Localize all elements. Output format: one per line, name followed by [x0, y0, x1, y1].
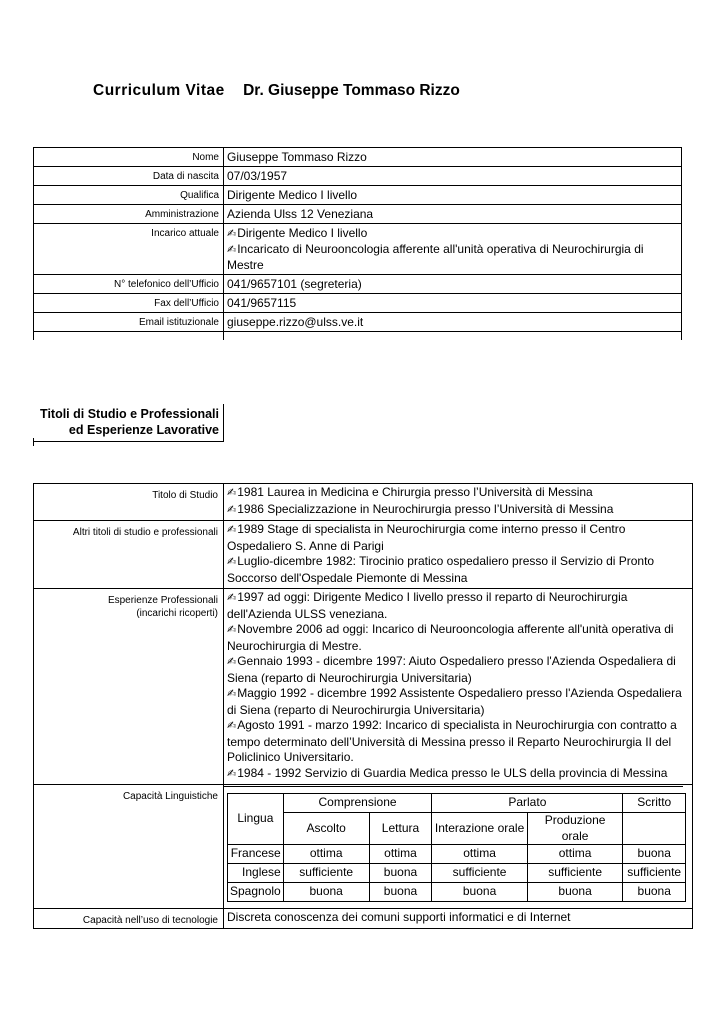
table-row [228, 845, 686, 864]
pen-icon: ✍ [227, 656, 237, 668]
field-label: Data di nascita [34, 167, 224, 185]
list-item: Maggio 1992 - dicembre 1992 Assistente Ospedaliero presso l'Azienda Ospedaliera di Siena (reparto di Neurochirurgia Universitaria) [227, 686, 682, 717]
pen-icon: ✍ [227, 524, 237, 536]
row-data-nascita [34, 167, 681, 186]
pen-icon: ✍ [227, 244, 237, 256]
table-row [228, 883, 686, 902]
pen-icon: ✍ [227, 556, 237, 568]
row-nome [34, 148, 681, 167]
list-item: 1981 Laurea in Medicina e Chirurgia presso l’Università di Messina [237, 485, 593, 499]
comprensione-header: Comprensione [283, 794, 432, 813]
list-item: 1984 - 1992 Servizio di Guardia Medica presso le ULS della provincia di Messina [237, 765, 668, 780]
rating-cell: buona [623, 883, 686, 902]
row-fax [34, 294, 681, 313]
rating-cell: buona [369, 864, 432, 883]
section-title-line: Titoli di Studio e Professionali [40, 407, 219, 421]
list-item: Luglio-dicembre 1982: Tirocinio pratico ospedaliero presso il Servizio di Pronto Soccorso dell'Ospedale Piemonte di Messina [227, 554, 655, 585]
table-tail [34, 332, 681, 340]
row-qualifica [34, 186, 681, 205]
pen-icon: ✍ [227, 767, 237, 780]
list-item: Agosto 1991 - marzo 1992: Incarico di specialista in Neurochirurgia con contratto a tempo determinato dell’Università di Messina presso il Reparto Neurochirurgia II del Policlinico Universitario. [227, 718, 677, 764]
pen-icon: ✍ [227, 624, 237, 636]
field-value: Azienda Ulss 12 Veneziana [227, 207, 374, 221]
field-value: Giuseppe Tommaso Rizzo [227, 150, 367, 164]
row-incarico [34, 224, 681, 275]
field-value [224, 785, 692, 908]
ascolto-header: Ascolto [283, 813, 369, 845]
lingua-header: Lingua [228, 794, 284, 845]
field-label-line: (incarichi ricoperti) [136, 608, 218, 619]
field-value: 07/03/1957 [227, 169, 288, 183]
field-value [224, 521, 692, 588]
cv-label: Curriculum Vitae [93, 82, 225, 99]
language-name: Inglese [228, 864, 284, 883]
field-label: N° telefonico dell’Ufficio [34, 275, 224, 293]
rating-cell: buona [283, 883, 369, 902]
field-label: Capacità Linguistiche [34, 785, 224, 908]
list-item: Gennaio 1993 - dicembre 1997: Aiuto Ospedaliero presso l'Azienda Ospedaliera di Siena (reparto di Neurochirurgia Universitaria) [227, 654, 676, 685]
field-value [224, 484, 692, 520]
field-value [224, 589, 692, 784]
row-lingue [34, 785, 692, 909]
interazione-header: Interazione orale [432, 813, 527, 845]
field-value: Dirigente Medico I livello [227, 188, 358, 202]
section-title-box [33, 404, 224, 442]
row-altri-titoli [34, 521, 692, 589]
rating-cell: buona [369, 883, 432, 902]
rating-cell: buona [432, 883, 527, 902]
personal-info-table [33, 147, 682, 340]
field-value: 041/9657115 [227, 296, 297, 310]
row-esperienze [34, 589, 692, 785]
pen-icon: ✍ [227, 720, 237, 732]
row-telefono [34, 275, 681, 294]
field-value [224, 224, 681, 274]
language-name: Francese [228, 845, 284, 864]
rating-cell: buona [623, 845, 686, 864]
list-item: Novembre 2006 ad oggi: Incarico di Neurooncologia afferente all'unità operativa di Neurochirurgia di Mestre. [227, 622, 674, 653]
field-value: 041/9657101 (segreteria) [227, 277, 362, 291]
table-row [228, 864, 686, 883]
field-label: Fax dell’Ufficio [34, 294, 224, 312]
language-table [227, 793, 686, 902]
field-label [34, 589, 224, 784]
list-item: 1997 ad oggi: Dirigente Medico I livello presso il reparto di Neurochirurgia dell'Azienda ULSS veneziana. [227, 590, 628, 621]
row-tecnologie [34, 909, 692, 928]
rating-cell: sufficiente [432, 864, 527, 883]
list-item: 1986 Specializzazione in Neurochirurgia presso l’Università di Messina [237, 501, 614, 516]
pen-icon: ✍ [227, 592, 237, 604]
row-titolo-studio [34, 484, 692, 521]
row-email [34, 313, 681, 332]
row-amministrazione [34, 205, 681, 224]
field-label: Incarico attuale [34, 224, 224, 274]
cv-name: Dr. Giuseppe Tommaso Rizzo [243, 82, 460, 99]
field-label-line: Esperienze Professionali [107, 595, 218, 606]
language-name: Spagnolo [228, 883, 284, 902]
rating-cell: sufficiente [623, 864, 686, 883]
scritto-header: Scritto [623, 794, 686, 813]
rating-cell: ottima [527, 845, 623, 864]
pen-icon: ✍ [227, 503, 237, 516]
field-label: Titolo di Studio [34, 484, 224, 520]
field-label: Amministrazione [34, 205, 224, 223]
section-title [33, 404, 223, 438]
email-link[interactable]: giuseppe.rizzo@ulss.ve.it [227, 315, 364, 329]
rating-cell: ottima [369, 845, 432, 864]
lettura-header: Lettura [369, 813, 432, 845]
field-label: Qualifica [34, 186, 224, 204]
rating-cell: sufficiente [527, 864, 623, 883]
field-label: Altri titoli di studio e professionali [34, 521, 224, 588]
field-label: Nome [34, 148, 224, 166]
parlato-header: Parlato [432, 794, 623, 813]
incarico-line: Incaricato di Neurooncologia afferente all'unità operativa di Neurochirurgia di Mestre [227, 242, 644, 272]
incarico-line: Dirigente Medico I livello [237, 226, 368, 240]
pen-icon: ✍ [227, 228, 237, 240]
pen-icon: ✍ [227, 487, 237, 499]
pen-icon: ✍ [227, 688, 237, 700]
section-title-line: ed Esperienze Lavorative [68, 423, 219, 437]
rating-cell: ottima [283, 845, 369, 864]
education-experience-table [33, 483, 693, 929]
rating-cell: ottima [432, 845, 527, 864]
field-label: Email istituzionale [34, 313, 224, 331]
list-item: 1989 Stage di specialista in Neurochirurgia come interno presso il Centro Ospedaliero S. Anne di Parigi [227, 522, 626, 553]
produzione-header: Produzione orale [527, 813, 623, 845]
rating-cell: buona [527, 883, 623, 902]
rating-cell: sufficiente [283, 864, 369, 883]
field-label: Capacità nell’uso di tecnologie [34, 909, 224, 928]
cv-header [93, 82, 460, 100]
field-value: Discreta conoscenza dei comuni supporti informatici e di Internet [227, 910, 571, 924]
